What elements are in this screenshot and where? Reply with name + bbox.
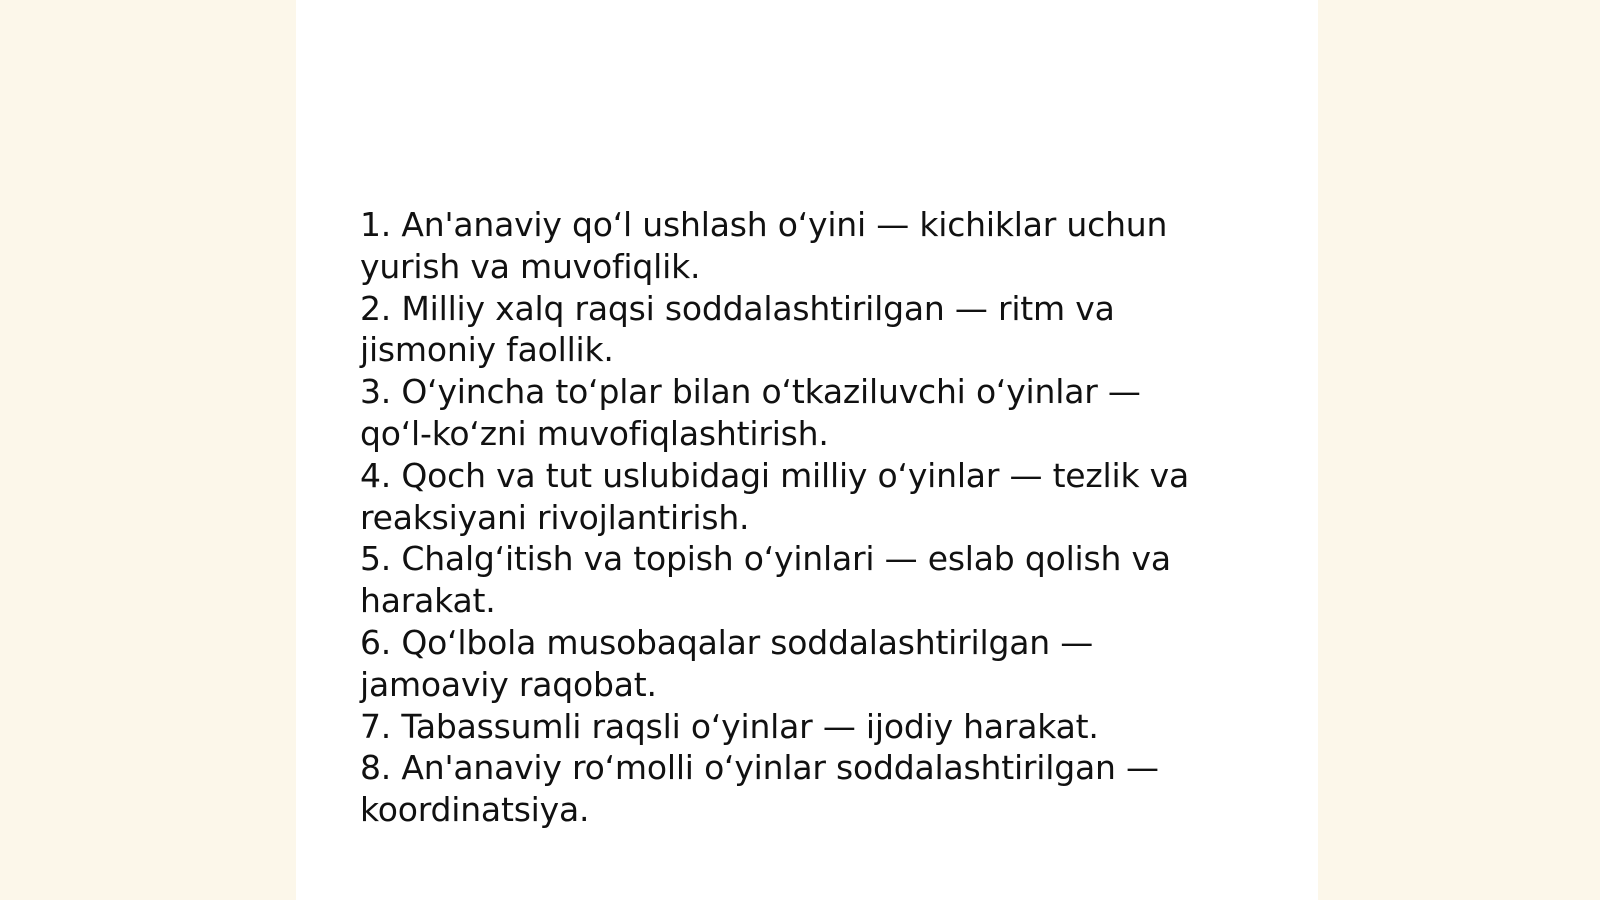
list-item: 8. An'anaviy ro‘molli o‘yinlar soddalashtirilgan — koordinatsiya. xyxy=(360,748,1159,830)
list-item: 3. O‘yincha to‘plar bilan o‘tkaziluvchi o‘yinlar — qo‘l-ko‘zni muvofiqlashtirish. xyxy=(360,372,1141,453)
list-item: 2. Milliy xalq raqsi soddalashtirilgan — ritm va jismoniy faollik. xyxy=(360,288,1115,370)
list-item: 7. Tabassumli raqsli o‘yinlar — ijodiy harakat. xyxy=(360,706,1099,746)
list-item: 1. An'anaviy qo‘l ushlash o‘yini — kichiklar uchun yurish va muvofiqlik. xyxy=(360,205,1168,286)
list-item: 6. Qo‘lbola musobaqalar soddalashtirilgan — jamoaviy raqobat. xyxy=(360,622,1094,704)
list-item: 5. Chalg‘itish va topish o‘yinlari — eslab qolish va harakat. xyxy=(360,539,1171,621)
document-page xyxy=(296,0,1318,900)
numbered-list xyxy=(360,204,1210,831)
list-item: 4. Qoch va tut uslubidagi milliy o‘yinlar — tezlik va reaksiyani rivojlantirish. xyxy=(360,455,1190,537)
